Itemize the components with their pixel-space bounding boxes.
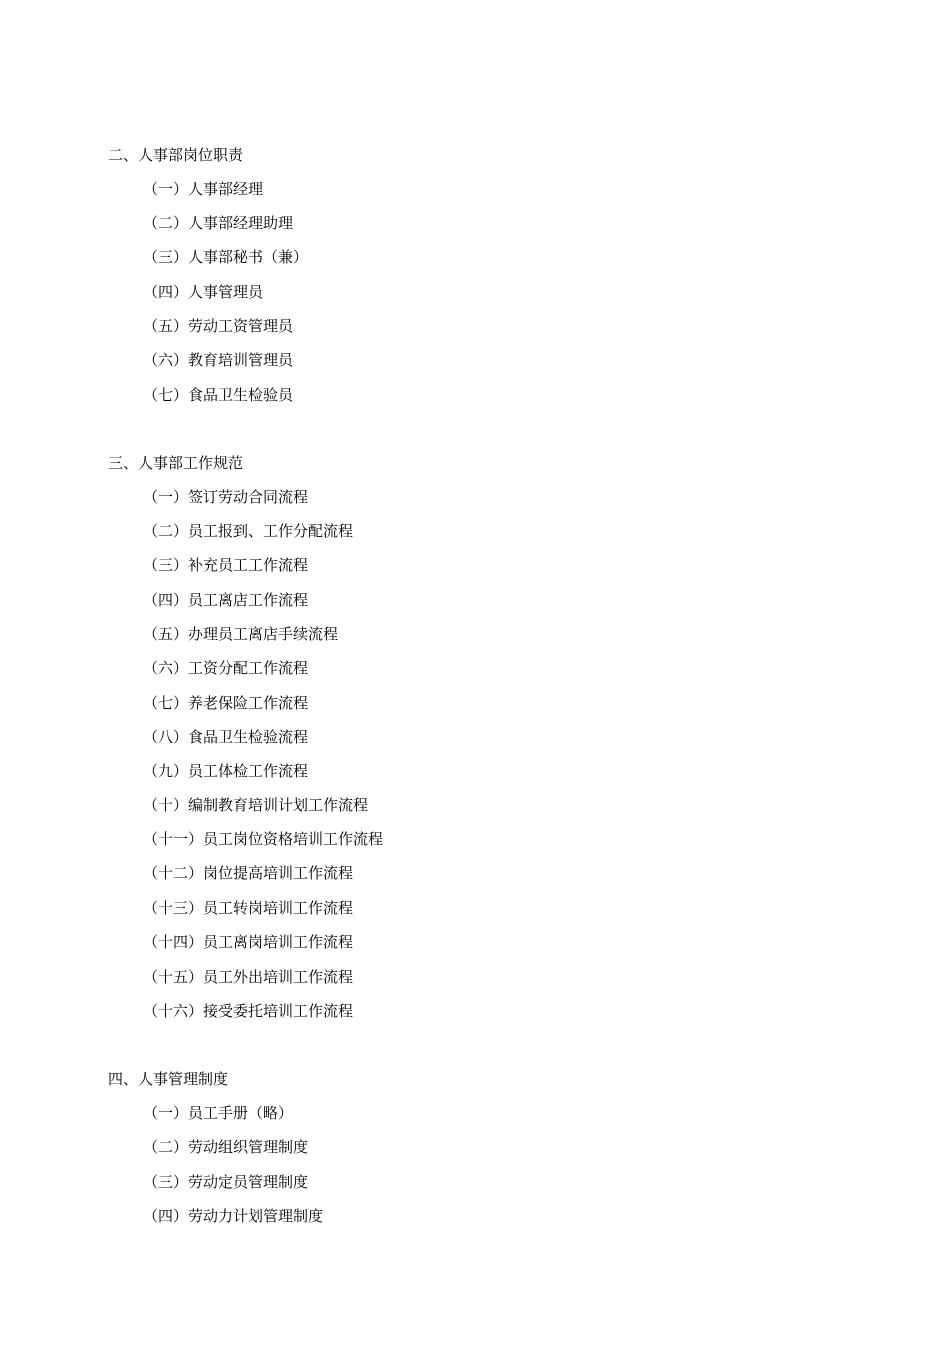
list-item: （八）食品卫生检验流程 — [143, 728, 309, 746]
list-item: （四）员工离店工作流程 — [143, 591, 309, 609]
list-item: （一）人事部经理 — [143, 180, 264, 198]
list-item: （四）人事管理员 — [143, 283, 264, 301]
list-item: （五）办理员工离店手续流程 — [143, 625, 339, 643]
section-heading: 二、人事部岗位职责 — [108, 146, 244, 164]
list-item: （十）编制教育培训计划工作流程 — [143, 796, 369, 814]
list-item: （一）签订劳动合同流程 — [143, 488, 309, 506]
list-item: （四）劳动力计划管理制度 — [143, 1207, 324, 1225]
list-item: （一）员工手册（略） — [143, 1104, 294, 1122]
list-item: （十六）接受委托培训工作流程 — [143, 1002, 354, 1020]
list-item: （二）员工报到、工作分配流程 — [143, 522, 354, 540]
list-item: （九）员工体检工作流程 — [143, 762, 309, 780]
list-item: （五）劳动工资管理员 — [143, 317, 294, 335]
list-item: （七）养老保险工作流程 — [143, 694, 309, 712]
section-heading: 三、人事部工作规范 — [108, 454, 244, 472]
list-item: （三）劳动定员管理制度 — [143, 1173, 309, 1191]
list-item: （三）人事部秘书（兼） — [143, 248, 309, 266]
list-item: （二）人事部经理助理 — [143, 214, 294, 232]
list-item: （十五）员工外出培训工作流程 — [143, 968, 354, 986]
list-item: （六）教育培训管理员 — [143, 351, 294, 369]
list-item: （六）工资分配工作流程 — [143, 659, 309, 677]
list-item: （二）劳动组织管理制度 — [143, 1138, 309, 1156]
list-item: （十一）员工岗位资格培训工作流程 — [143, 830, 384, 848]
list-item: （十三）员工转岗培训工作流程 — [143, 899, 354, 917]
list-item: （十二）岗位提高培训工作流程 — [143, 864, 354, 882]
list-item: （七）食品卫生检验员 — [143, 386, 294, 404]
list-item: （十四）员工离岗培训工作流程 — [143, 933, 354, 951]
list-item: （三）补充员工工作流程 — [143, 556, 309, 574]
section-heading: 四、人事管理制度 — [108, 1070, 229, 1088]
